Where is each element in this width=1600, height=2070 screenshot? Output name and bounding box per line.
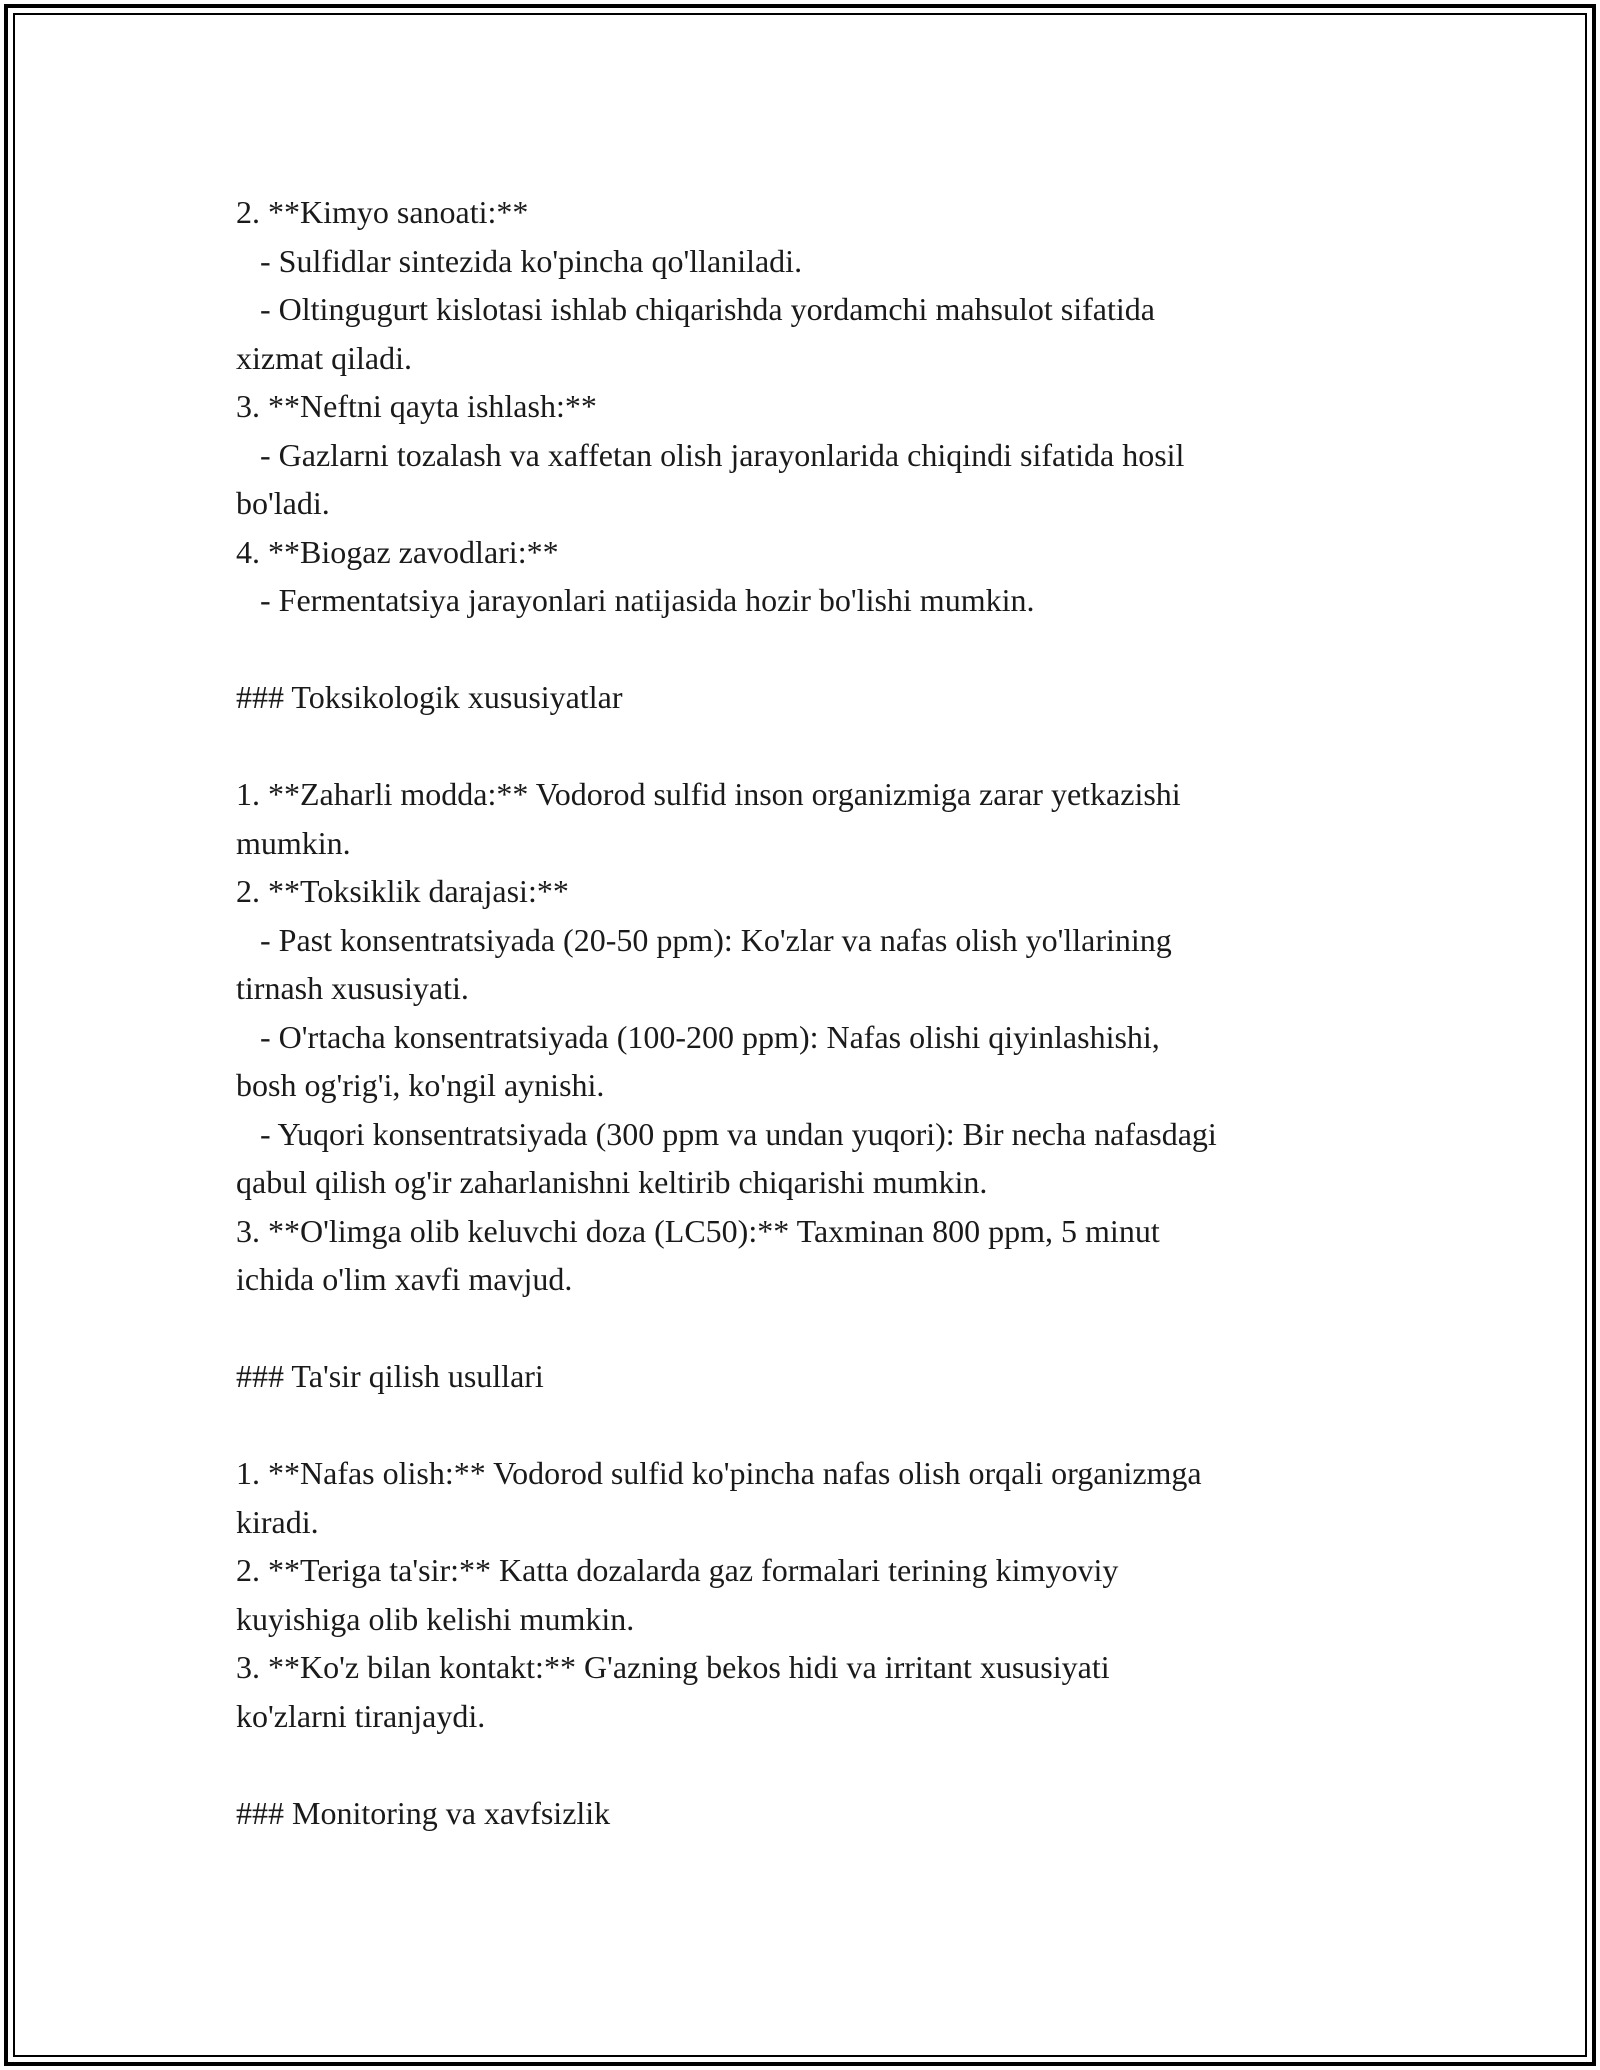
text-line: bo'ladi. — [236, 485, 330, 521]
text-line: - Sulfidlar sintezida ko'pincha qo'llaniladi. — [236, 242, 803, 279]
text-line: tirnash xususiyati. — [236, 970, 469, 1006]
text-line: 1. **Zaharli modda:** Vodorod sulfid inson organizmiga zarar yetkazishi — [236, 776, 1181, 812]
text-line: mumkin. — [236, 824, 351, 861]
text-line: qabul qilish og'ir zaharlanishni keltirib chiqarishi mumkin. — [236, 1164, 988, 1200]
text-line: kiradi. — [236, 1503, 319, 1540]
text-line: - Past konsentratsiyada (20-50 ppm): Ko'zlar va nafas olish yo'llarining — [236, 921, 1172, 958]
section-heading: ### Ta'sir qilish usullari — [236, 1358, 544, 1394]
section-heading: ### Monitoring va xavfsizlik — [236, 1794, 611, 1831]
text-line: ko'zlarni tiranjaydi. — [236, 1697, 486, 1734]
section-heading: ### Toksikologik xususiyatlar — [236, 679, 623, 715]
text-line: 1. **Nafas olish:** Vodorod sulfid ko'pincha nafas olish orqali organizmga — [236, 1455, 1202, 1491]
text-line: - Oltingugurt kislotasi ishlab chiqarishda yordamchi mahsulot sifatida — [236, 291, 1155, 327]
text-line: 2. **Teriga ta'sir:** Katta dozalarda gaz formalari terining kimyoviy — [236, 1552, 1119, 1588]
text-line: kuyishiga olib kelishi mumkin. — [236, 1600, 635, 1637]
text-line: xizmat qiladi. — [236, 339, 412, 376]
blank-line — [236, 625, 1396, 674]
text-line: 3. **Neftni qayta ishlash:** — [236, 388, 597, 424]
blank-line — [236, 1304, 1396, 1353]
text-line: - Fermentatsiya jarayonlari natijasida hozir bo'lishi mumkin. — [236, 582, 1035, 618]
text-line: 3. **Ko'z bilan kontakt:** G'azning bekos hidi va irritant xususiyati — [236, 1649, 1110, 1685]
text-line: 2. **Kimyo sanoati:** — [236, 194, 529, 230]
blank-line — [236, 722, 1396, 771]
text-line: ichida o'lim xavfi mavjud. — [236, 1261, 573, 1297]
blank-line — [236, 1740, 1396, 1789]
blank-line — [236, 1401, 1396, 1450]
text-line: 3. **O'limga olib keluvchi doza (LC50):** Taxminan 800 ppm, 5 minut — [236, 1212, 1160, 1249]
text-line: bosh og'rig'i, ko'ngil aynishi. — [236, 1067, 605, 1103]
text-line: - O'rtacha konsentratsiyada (100-200 ppm): Nafas olishi qiyinlashishi, — [236, 1018, 1160, 1055]
text-line: - Gazlarni tozalash va xaffetan olish jarayonlarida chiqindi sifatida hosil — [236, 436, 1185, 473]
text-line: - Yuqori konsentratsiyada (300 ppm va undan yuqori): Bir necha nafasdagi — [236, 1115, 1217, 1152]
text-line: 4. **Biogaz zavodlari:** — [236, 533, 559, 570]
text-line: 2. **Toksiklik darajasi:** — [236, 873, 569, 909]
document-body — [236, 188, 1396, 1837]
